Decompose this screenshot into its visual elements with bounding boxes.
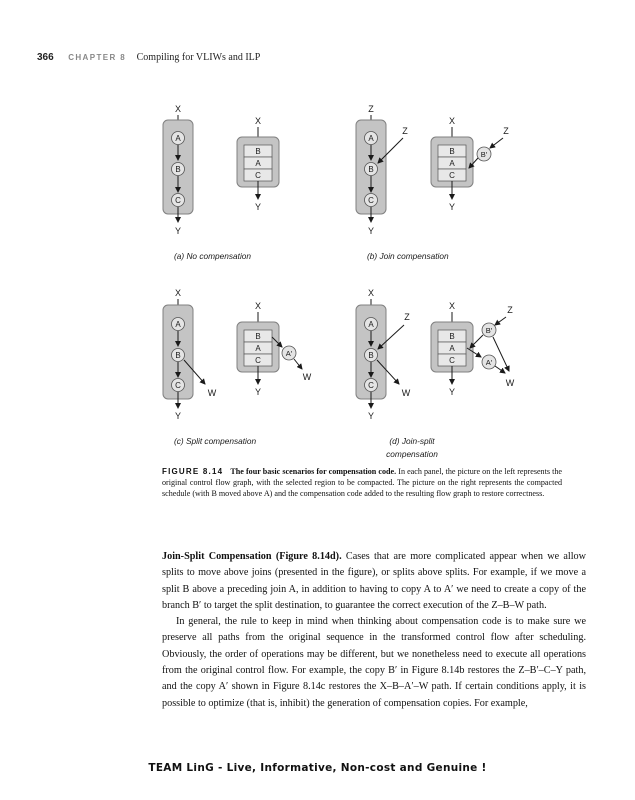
svg-text:B: B bbox=[255, 147, 261, 156]
svg-text:B: B bbox=[449, 332, 455, 341]
label-x: X bbox=[174, 104, 182, 114]
runin-heading: Join-Split Compensation (Figure 8.14d). bbox=[162, 551, 342, 562]
svg-text:B: B bbox=[449, 147, 455, 156]
svg-text:C: C bbox=[449, 356, 455, 365]
figure-label: FIGURE 8.14 bbox=[162, 467, 224, 476]
figure-caption-title: The four basic scenarios for compensation code. bbox=[230, 467, 397, 476]
figure-caption-text: In each panel, the picture on the left represents the original control flow graph, with the selected region to be compacted. The picture on the right represents the compacted schedule (with B moved above A) and the compensation code added to the resulting flow graph to restore correctness. bbox=[162, 467, 562, 499]
svg-text:X: X bbox=[448, 116, 456, 126]
svg-text:Y: Y bbox=[448, 387, 456, 397]
svg-text:X: X bbox=[174, 288, 182, 298]
svg-text:Y: Y bbox=[448, 202, 456, 212]
caption-c: (c) Split compensation bbox=[174, 436, 257, 446]
svg-text:Y: Y bbox=[174, 411, 182, 421]
svg-text:W: W bbox=[505, 378, 515, 388]
svg-text:C: C bbox=[175, 381, 181, 390]
svg-text:W: W bbox=[302, 372, 312, 382]
svg-text:Z: Z bbox=[368, 104, 374, 114]
svg-text:Z: Z bbox=[507, 305, 513, 315]
body-text bbox=[162, 549, 586, 712]
svg-text:C: C bbox=[368, 196, 374, 205]
svg-text:A: A bbox=[449, 344, 455, 353]
svg-text:X: X bbox=[254, 301, 262, 311]
svg-text:C: C bbox=[368, 381, 374, 390]
caption-a: (a) No compensation bbox=[174, 251, 252, 261]
chapter-label: CHAPTER 8 bbox=[68, 53, 127, 62]
figure-caption bbox=[162, 466, 562, 500]
svg-text:B: B bbox=[255, 332, 261, 341]
svg-text:A: A bbox=[175, 134, 181, 143]
svg-text:B: B bbox=[368, 165, 374, 174]
svg-text:Z: Z bbox=[402, 126, 408, 136]
svg-text:X: X bbox=[448, 301, 456, 311]
paragraph-1: Join-Split Compensation (Figure 8.14d). Cases that are more complicated appear when we allow splits to move above joins (presented in the figure), or splits above splits. For example, if we move a split B above a preceding join A, in addition to having to copy A to A′ we need to create a copy of the branch B′ to target the split destination, to guarantee the correct execution of the Z–B–W path. bbox=[162, 551, 587, 611]
page-number: 366 bbox=[37, 52, 54, 63]
svg-text:W: W bbox=[207, 388, 217, 398]
label-y: Y bbox=[174, 226, 182, 236]
panel-c bbox=[163, 288, 312, 446]
svg-text:A: A bbox=[368, 134, 374, 143]
svg-text:X: X bbox=[367, 288, 375, 298]
chapter-title: Compiling for VLIWs and ILP bbox=[136, 52, 261, 63]
svg-text:B: B bbox=[175, 165, 181, 174]
svg-text:A: A bbox=[449, 159, 455, 168]
svg-text:C: C bbox=[255, 171, 261, 180]
svg-text:Y: Y bbox=[367, 411, 375, 421]
svg-text:B: B bbox=[175, 351, 181, 360]
footer-watermark: TEAM LinG - Live, Informative, Non-cost and Genuine ! bbox=[148, 762, 487, 774]
svg-text:C: C bbox=[255, 356, 261, 365]
caption-b: (b) Join compensation bbox=[367, 251, 449, 261]
svg-text:W: W bbox=[401, 388, 411, 398]
svg-text:Y: Y bbox=[254, 387, 262, 397]
svg-text:Z: Z bbox=[503, 126, 509, 136]
svg-text:A: A bbox=[255, 159, 261, 168]
svg-text:A: A bbox=[175, 320, 181, 329]
svg-text:A′: A′ bbox=[285, 349, 293, 358]
panel-a bbox=[163, 104, 279, 261]
svg-text:Z: Z bbox=[404, 312, 410, 322]
svg-text:Y: Y bbox=[367, 226, 375, 236]
paragraph-2: In general, the rule to keep in mind when thinking about compensation code is to make sure we preserve all paths from the original sequence in the transformed control flow after scheduling. Obviously, the order of operations may be different, but we nonetheless need to execute all operations from the original control flow. For example, the copy B′ in Figure 8.14b restores the Z–B′–C–Y path, and the copy A′ shown in Figure 8.14c restores the X–B–A′–W path. If certain conditions apply, it is possible to optimize (that is, inhibit) the generation of compensation copies. For example, bbox=[162, 616, 586, 709]
svg-text:Y: Y bbox=[254, 202, 262, 212]
svg-text:B′: B′ bbox=[485, 326, 493, 335]
panel-b bbox=[356, 104, 509, 261]
svg-text:X: X bbox=[254, 116, 262, 126]
caption-d-line1: (d) Join-split bbox=[389, 436, 435, 446]
svg-text:A′: A′ bbox=[485, 358, 493, 367]
caption-d-line2: compensation bbox=[386, 449, 438, 459]
svg-text:B: B bbox=[368, 351, 374, 360]
svg-text:B′: B′ bbox=[480, 150, 488, 159]
svg-text:A: A bbox=[255, 344, 261, 353]
svg-text:A: A bbox=[368, 320, 374, 329]
svg-text:C: C bbox=[449, 171, 455, 180]
panel-d bbox=[356, 288, 515, 459]
svg-text:C: C bbox=[175, 196, 181, 205]
